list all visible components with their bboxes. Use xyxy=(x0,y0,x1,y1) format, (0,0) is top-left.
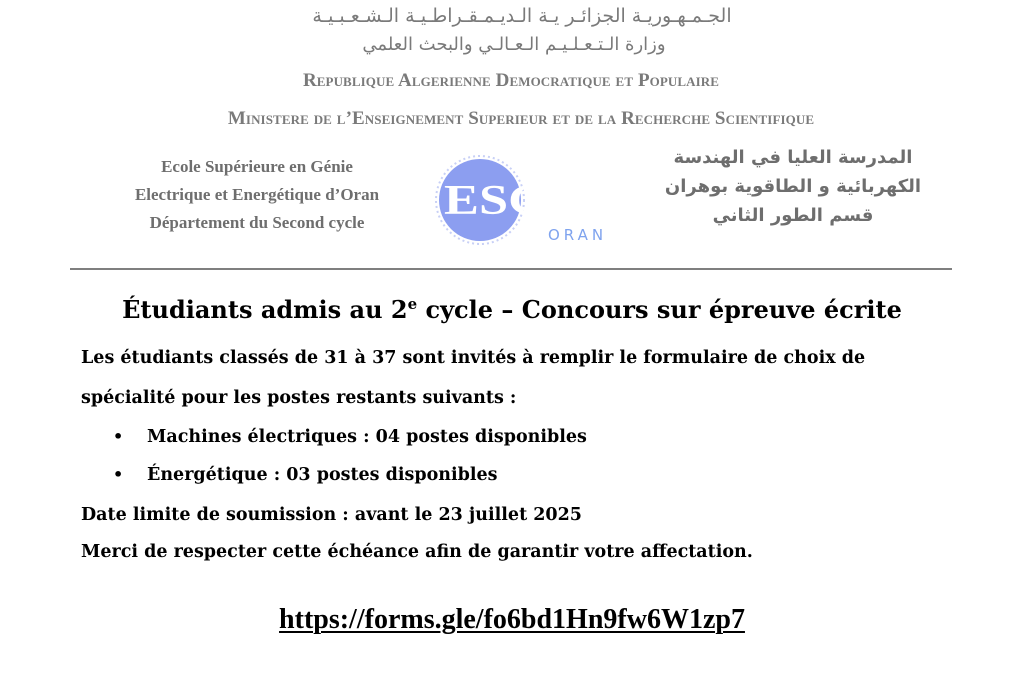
logo-sub-text: ORAN xyxy=(548,226,608,244)
bullet-icon: • xyxy=(113,465,124,484)
school-ar-line-2: الكهربائية و الطاقوية بوهران xyxy=(664,176,922,197)
arabic-republic-title: الجـمـهـوريـة الجزائـر يـة الـديـمـقـراطـيـة الـشـعـبـيـة xyxy=(312,5,732,27)
esg2e-logo xyxy=(432,150,632,250)
header-divider xyxy=(70,268,952,270)
list-item-text: Énergétique : 03 postes disponibles xyxy=(147,465,498,485)
bullet-icon: • xyxy=(113,427,124,446)
list-item-text: Machines électriques : 04 postes disponibles xyxy=(147,427,587,447)
intro-line-1: Les étudiants classés de 31 à 37 sont invités à remplir le formulaire de choix de xyxy=(81,348,866,368)
school-line-1: Ecole Supérieure en Génie xyxy=(161,157,353,176)
french-ministry-title: Ministere de l’Enseignement Superieur et de la Recherche Scientifique xyxy=(227,108,815,129)
list-item xyxy=(113,465,498,485)
school-name-arabic xyxy=(650,143,936,230)
arabic-ministry-title: وزارة الـتـعـلـيـم الـعـالـي والبحث العلمي xyxy=(362,34,666,55)
school-line-3: Département du Second cycle xyxy=(149,213,365,232)
logo-main-text: ESG2E xyxy=(444,178,610,224)
intro-line-2: spécialité pour les postes restants suivants : xyxy=(81,388,517,408)
form-link[interactable]: https://forms.gle/fo6bd1Hn9fw6W1zp7 xyxy=(279,604,745,635)
school-ar-line-1: المدرسة العليا في الهندسة xyxy=(673,147,913,168)
note-text: Merci de respecter cette échéance afin de garantir votre affectation. xyxy=(81,542,753,562)
school-name-french xyxy=(72,153,442,237)
form-link-container xyxy=(0,604,1024,636)
school-line-2: Electrique et Energétique d’Oran xyxy=(134,185,380,204)
school-ar-line-3: قسم الطور الثاني xyxy=(712,205,874,226)
deadline-text: Date limite de soumission : avant le 23 juillet 2025 xyxy=(81,505,582,525)
list-item xyxy=(113,427,587,447)
french-republic-title: Republique Algerienne Democratique et Populaire xyxy=(302,70,720,91)
page-title: Étudiants admis au 2e cycle – Concours sur épreuve écrite xyxy=(122,295,902,324)
